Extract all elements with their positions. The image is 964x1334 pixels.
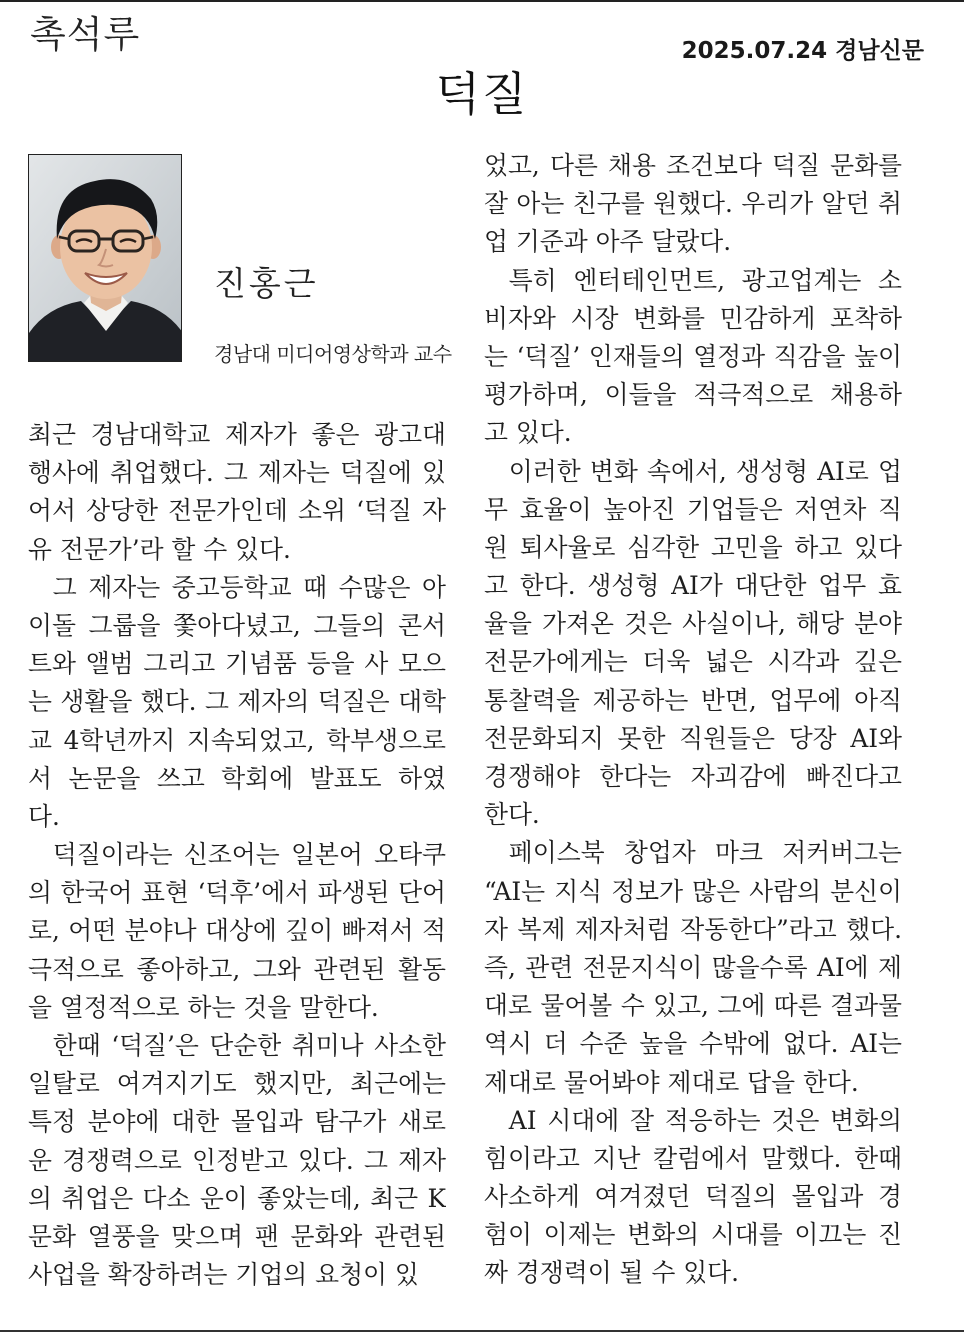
body-line: 어서 상당한 전문가인데 소위 ‘덕질 자	[28, 496, 446, 526]
body-line: 의 취업은 다소 운이 좋았는데, 최근 K	[28, 1183, 446, 1213]
article-body-left-column	[28, 416, 446, 1294]
body-line: 의 한국어 표현 ‘덕후’에서 파생된 단어	[28, 878, 446, 908]
body-line: 특히 엔터테인먼트, 광고업계는 소	[484, 265, 902, 295]
body-line: 교 4학년까지 지속되었고, 학부생으로	[28, 725, 446, 755]
body-line: 서 논문을 쓰고 학회에 발표도 하였	[28, 763, 446, 793]
body-line: 덕질이라는 신조어는 일본어 오타쿠	[28, 840, 446, 870]
body-line: 율을 가져온 것은 사실이나, 해당 분야	[484, 609, 902, 639]
body-line: 문화 열풍을 맞으며 팬 문화와 관련된	[28, 1221, 446, 1251]
body-line: 특정 분야에 대한 몰입과 탐구가 새로	[28, 1107, 446, 1137]
body-line: 사업을 확장하려는 기업의 요청이 있	[28, 1260, 419, 1290]
body-line: 평가하며, 이들을 적극적으로 채용하	[484, 380, 902, 410]
body-line: 제대로 물어봐야 제대로 답을 한다.	[484, 1067, 859, 1097]
author-photo	[28, 154, 182, 362]
body-line: 험이 이제는 변화의 시대를 이끄는 진	[484, 1220, 902, 1250]
body-line: 었고, 다른 채용 조건보다 덕질 문화를	[484, 151, 902, 180]
bottom-rule	[0, 1330, 964, 1332]
body-line: 한다.	[484, 800, 540, 830]
body-line: 힘이라고 지난 칼럼에서 말했다. 한때	[484, 1143, 902, 1173]
body-line: 전문가에게는 더욱 넓은 시각과 깊은	[484, 647, 902, 677]
body-line: 로, 어떤 분야나 대상에 깊이 빠져서 적	[28, 916, 446, 946]
body-line: 고 한다. 생성형 AI가 대단한 업무 효	[484, 571, 902, 601]
author-affiliation: 경남대 미디어영상학과 교수	[214, 342, 452, 366]
body-line: 역시 더 수준 높을 수밖에 없다. AI는	[484, 1029, 902, 1059]
body-line: AI 시대에 잘 적응하는 것은 변화의	[484, 1105, 902, 1135]
body-line: 전문화되지 못한 직원들은 당장 AI와	[484, 723, 902, 753]
body-line: 잘 아는 친구를 원했다. 우리가 알던 취	[484, 189, 902, 219]
body-line: 자 복제 제자처럼 작동한다”라고 했다.	[484, 914, 902, 944]
body-line: 비자와 시장 변화를 민감하게 포착하	[484, 303, 902, 333]
body-line: 는 생활을 했다. 그 제자의 덕질은 대학	[28, 687, 446, 717]
body-line: 을 열정적으로 하는 것을 말한다.	[28, 992, 379, 1022]
body-line: 페이스북 창업자 마크 저커버그는	[484, 838, 902, 868]
article-title: 덕질	[435, 67, 529, 121]
body-line: 운 경쟁력으로 인정받고 있다. 그 제자	[28, 1145, 446, 1175]
body-line: 짜 경쟁력이 될 수 있다.	[484, 1258, 739, 1288]
body-line: 무 효율이 높아진 기업들은 저연차 직	[484, 494, 902, 524]
section-label: 촉석루	[30, 13, 141, 56]
body-line: 즉, 관련 전문지식이 많을수록 AI에 제	[484, 952, 902, 982]
body-line: 다.	[28, 801, 60, 831]
body-line: 이러한 변화 속에서, 생성형 AI로 업	[484, 456, 902, 486]
body-line: 트와 앨범 그리고 기념품 등을 사 모으	[28, 649, 446, 679]
body-line: 유 전문가’라 할 수 있다.	[28, 534, 291, 564]
top-rule	[0, 0, 964, 2]
body-line: 업 기준과 아주 달랐다.	[484, 227, 732, 257]
body-line: 고 있다.	[484, 418, 572, 448]
body-line: 최근 경남대학교 제자가 좋은 광고대	[28, 420, 446, 449]
author-name: 진홍근	[214, 264, 319, 303]
body-line: 극적으로 좋아하고, 그와 관련된 활동	[28, 954, 446, 984]
body-line: 는 ‘덕질’ 인재들의 열정과 직감을 높이	[484, 341, 902, 371]
body-line: 대로 물어볼 수 있고, 그에 따른 결과물	[484, 991, 902, 1021]
body-line: 일탈로 여겨지기도 했지만, 최근에는	[28, 1069, 446, 1099]
dateline: 2025.07.24 경남신문	[681, 38, 924, 64]
body-line: 행사에 취업했다. 그 제자는 덕질에 있	[28, 458, 446, 488]
body-line: 한때 ‘덕질’은 단순한 취미나 사소한	[28, 1031, 446, 1060]
body-line: “AI는 지식 정보가 많은 사람의 분신이	[484, 876, 902, 906]
article-body-right-column	[484, 147, 902, 1293]
body-line: 경쟁해야 한다는 자괴감에 빠진다고	[484, 762, 902, 791]
body-line: 통찰력을 제공하는 반면, 업무에 아직	[484, 685, 902, 715]
body-line: 사소하게 여겨졌던 덕질의 몰입과 경	[484, 1182, 902, 1212]
body-line: 이돌 그룹을 쫓아다녔고, 그들의 콘서	[28, 610, 446, 640]
body-line: 그 제자는 중고등학교 때 수많은 아	[28, 572, 446, 602]
body-line: 원 퇴사율로 심각한 고민을 하고 있다	[484, 532, 902, 562]
